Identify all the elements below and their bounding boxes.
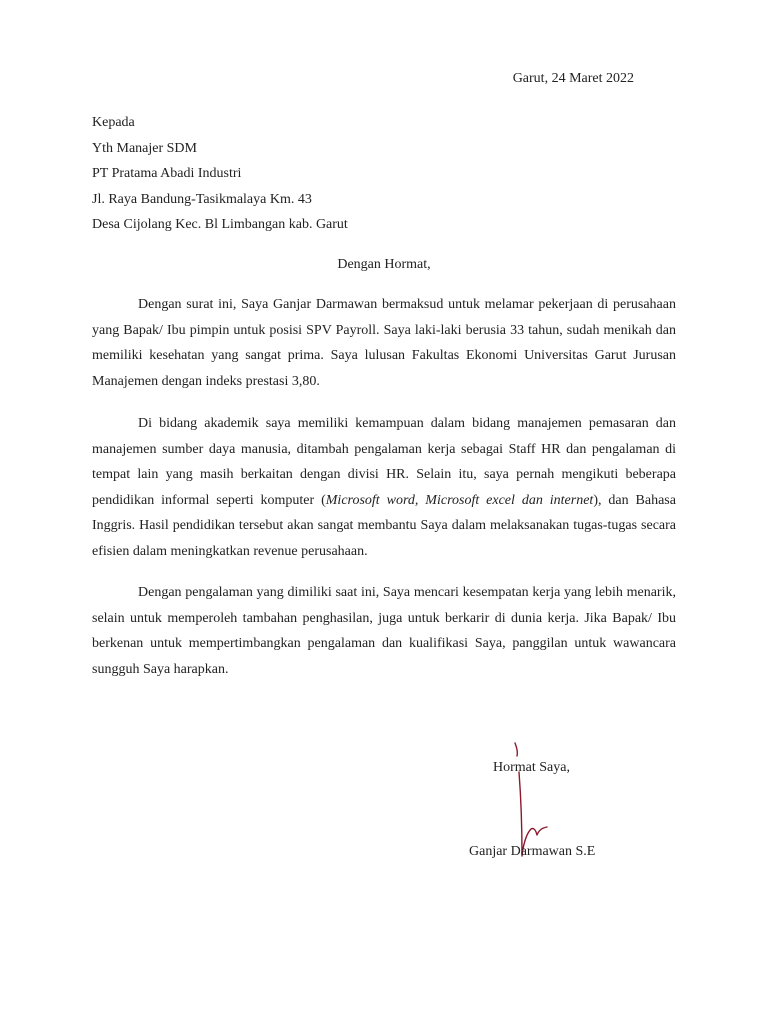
recipient-line: Yth Manajer SDM bbox=[92, 140, 197, 156]
paragraph-2-text-start: Di bidang akademik saya memiliki kemampuan dalam bidang manajemen pemasaran dan manajemen sumber daya manusia, ditambah pengalaman kerja sebagai Staff HR dan pengalaman di tempat lain yang masih berkaitan dengan divisi HR. Selain itu, saya pernah mengikuti beberapa pendidikan informal seperti komputer ( bbox=[92, 416, 676, 508]
body-paragraph-1: Dengan surat ini, Saya Ganjar Darmawan bermaksud untuk melamar pekerjaan di perusahaan yang Bapak/ Ibu pimpin untuk posisi SPV Payroll. Saya laki-laki berusia 33 tahun, sudah menikah dan memiliki kesehatan yang sangat prima. Saya lulusan Fakultas Ekonomi Universitas Garut Jurusan Manajemen dengan indeks prestasi 3,80. bbox=[92, 297, 676, 389]
recipient-line: Desa Cijolang Kec. Bl Limbangan kab. Garut bbox=[92, 217, 348, 232]
signature-stroke bbox=[515, 743, 517, 756]
signer-name: Ganjar Darmawan S.E bbox=[469, 844, 596, 859]
recipient-line: Jl. Raya Bandung-Tasikmalaya Km. 43 bbox=[92, 191, 312, 207]
recipient-line: Kepada bbox=[92, 115, 135, 130]
body-paragraph-2 bbox=[92, 411, 676, 564]
salutation: Dengan Hormat, bbox=[337, 257, 431, 272]
recipient-block bbox=[92, 110, 348, 238]
recipient-line: PT Pratama Abadi Industri bbox=[92, 166, 242, 181]
letter-date: Garut, 24 Maret 2022 bbox=[512, 71, 634, 86]
body-paragraph-3: Dengan pengalaman yang dimiliki saat ini, Saya mencari kesempatan kerja yang lebih menarik, selain untuk memperoleh tambahan penghasilan, juga untuk berkarir di dunia kerja. Jika Bapak/ Ibu berkenan untuk mempertimbangkan pengalaman dan kualifikasi Saya, panggilan untuk wawancara sungguh Saya harapkan. bbox=[92, 585, 676, 677]
closing-text: Hormat Saya, bbox=[493, 760, 570, 775]
paragraph-2-text-end: ), dan Bahasa Inggris. Hasil pendidikan tersebut akan sangat membantu Saya dalam melaksanakan tugas-tugas secara efisien dalam meningkatkan revenue perusahaan. bbox=[92, 492, 676, 559]
software-list-italic: Microsoft word, Microsoft excel dan internet bbox=[325, 492, 594, 508]
